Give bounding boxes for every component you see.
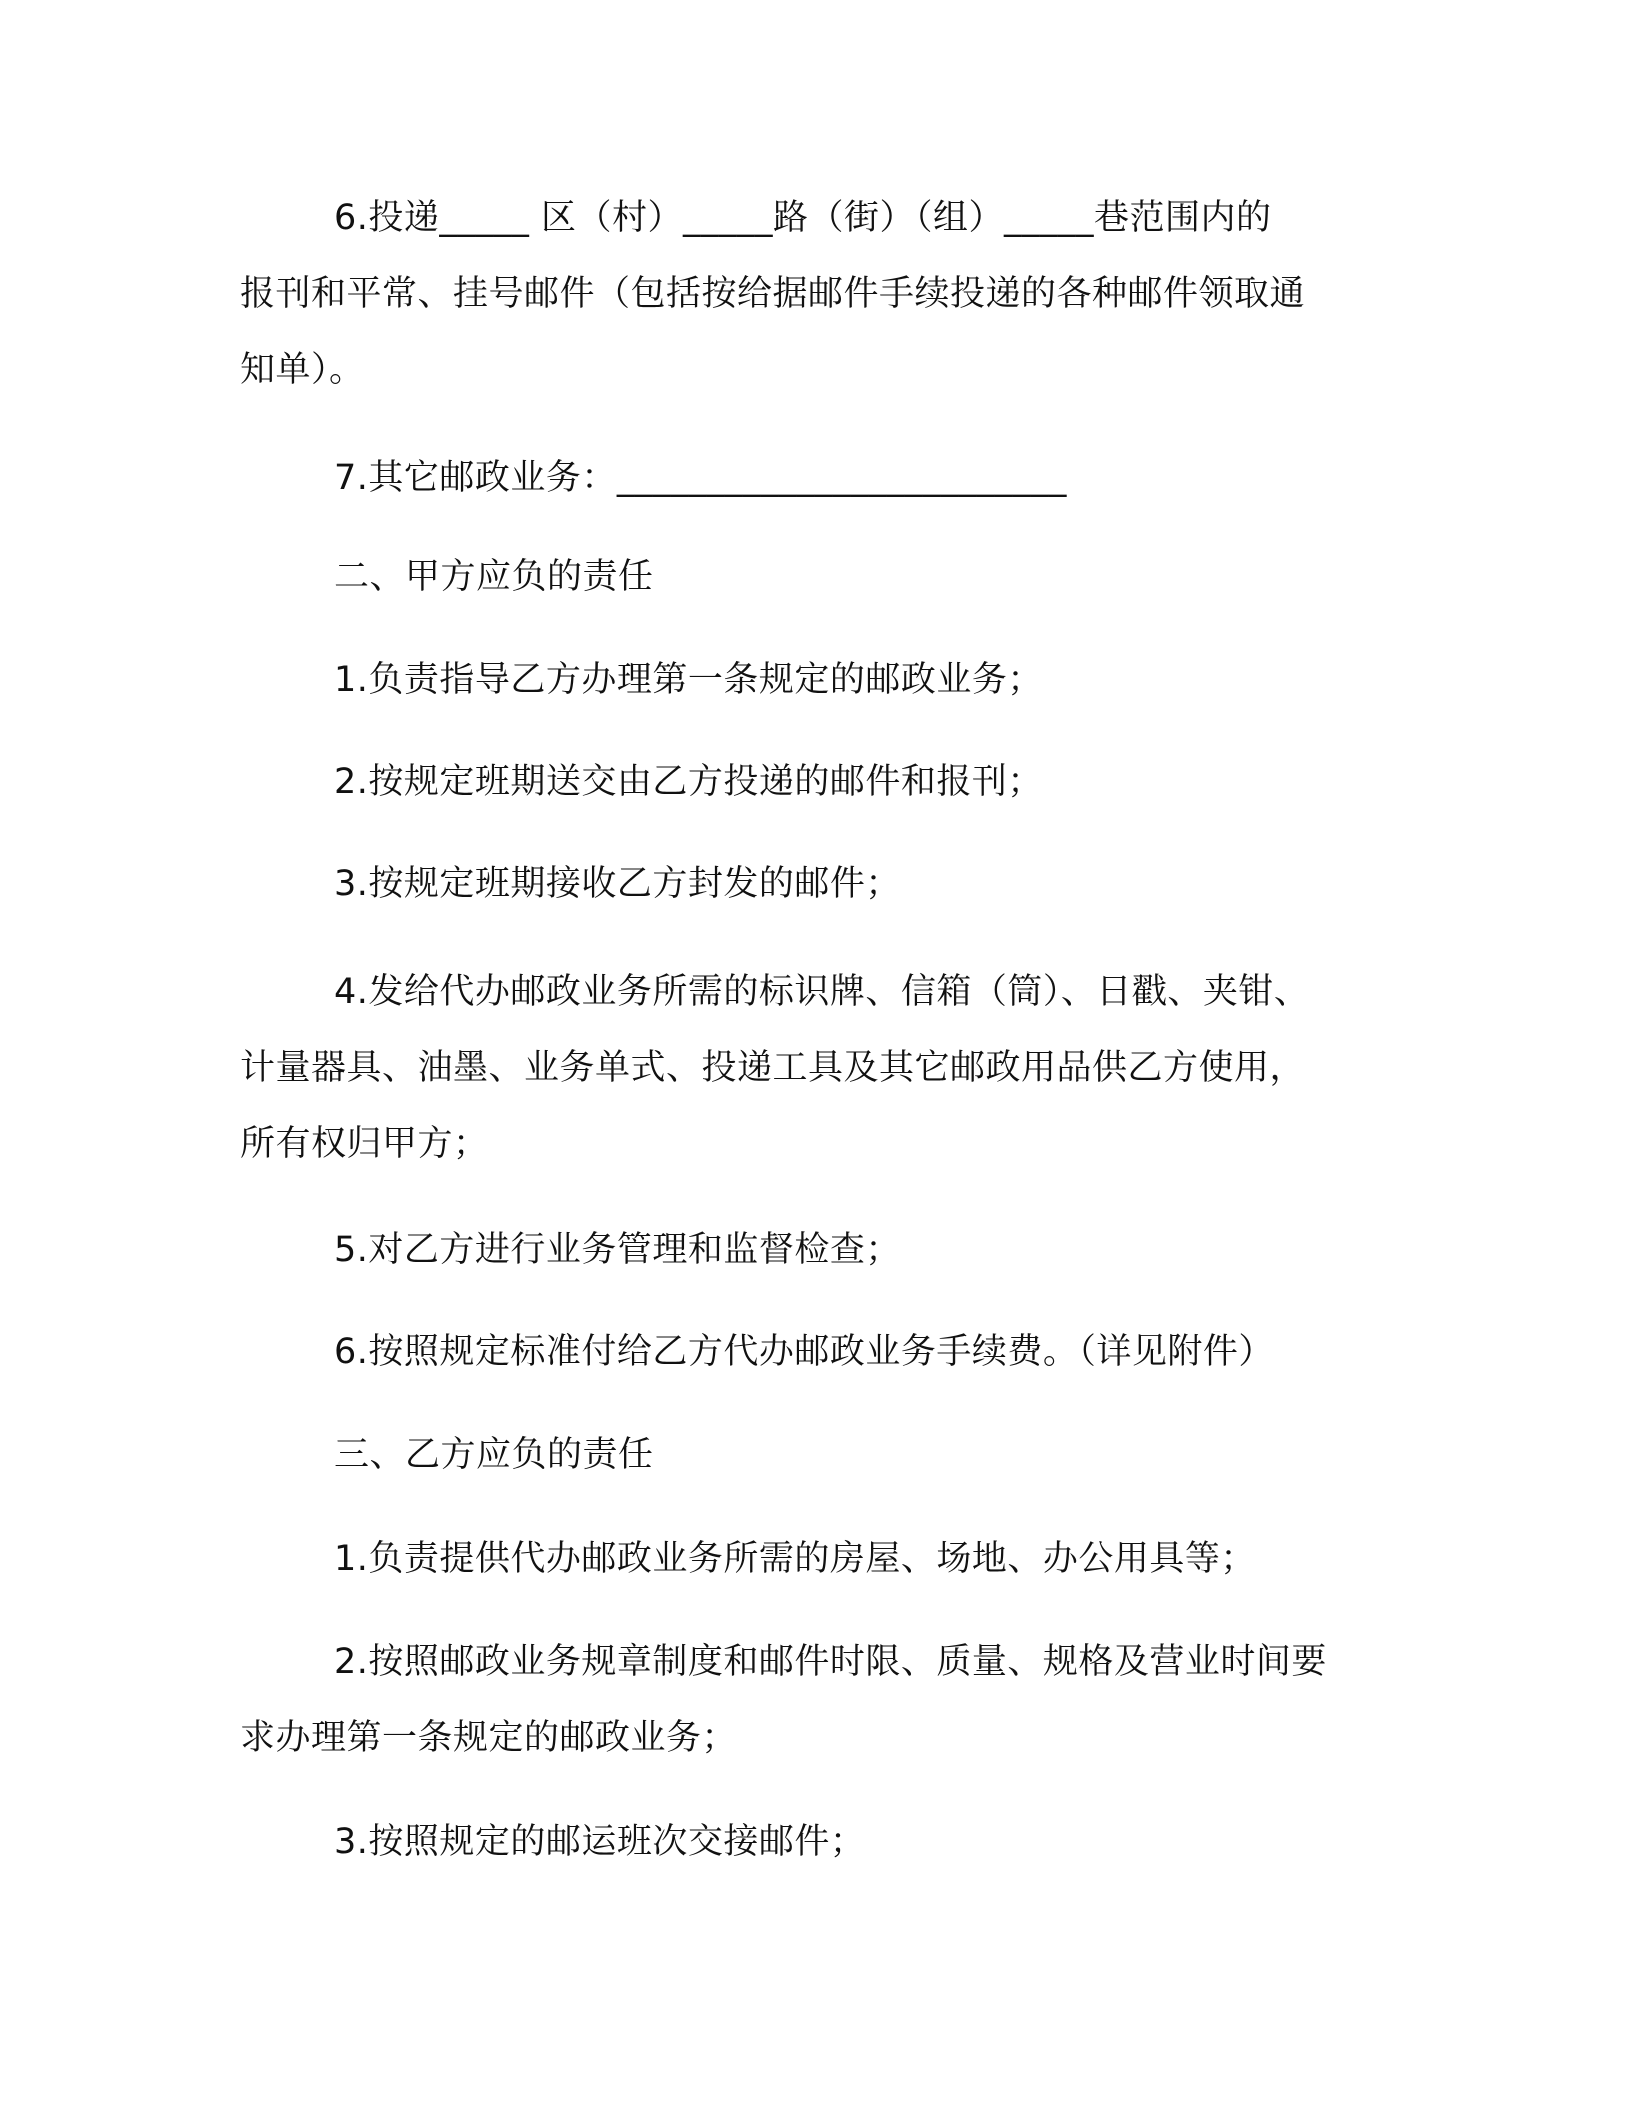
text-line: 1.负责指导乙方办理第一条规定的邮政业务；: [334, 660, 1043, 700]
section-heading: 二、甲方应负的责任: [334, 557, 654, 597]
text-line: 7.其它邮政业务：_________________________: [334, 458, 1067, 498]
text-line: 求办理第一条规定的邮政业务；: [240, 1718, 738, 1758]
text-line: 3.按照规定的邮运班次交接邮件；: [334, 1822, 866, 1862]
text-line: 6.投递_____ 区（村）_____路（街）（组）_____巷范围内的: [334, 198, 1272, 238]
text-line: 2.按照邮政业务规章制度和邮件时限、质量、规格及营业时间要: [334, 1642, 1327, 1682]
section-heading: 三、乙方应负的责任: [334, 1435, 654, 1475]
text-line: 5.对乙方进行业务管理和监督检查；: [334, 1230, 901, 1270]
text-line: 1.负责提供代办邮政业务所需的房屋、场地、办公用具等；: [334, 1539, 1256, 1579]
text-line: 报刊和平常、挂号邮件（包括按给据邮件手续投递的各种邮件领取通: [240, 274, 1306, 314]
text-line: 4.发给代办邮政业务所需的标识牌、信箱（筒）、日戳、夹钳、: [334, 972, 1310, 1012]
text-line: 2.按规定班期送交由乙方投递的邮件和报刊；: [334, 762, 1043, 802]
text-line: 知单）。: [240, 350, 365, 390]
text-line: 3.按规定班期接收乙方封发的邮件；: [334, 864, 901, 904]
text-line: 6.按照规定标准付给乙方代办邮政业务手续费。（详见附件）: [334, 1332, 1274, 1372]
text-line: 计量器具、油墨、业务单式、投递工具及其它邮政用品供乙方使用，: [240, 1048, 1306, 1088]
text-line: 所有权归甲方；: [240, 1124, 489, 1164]
